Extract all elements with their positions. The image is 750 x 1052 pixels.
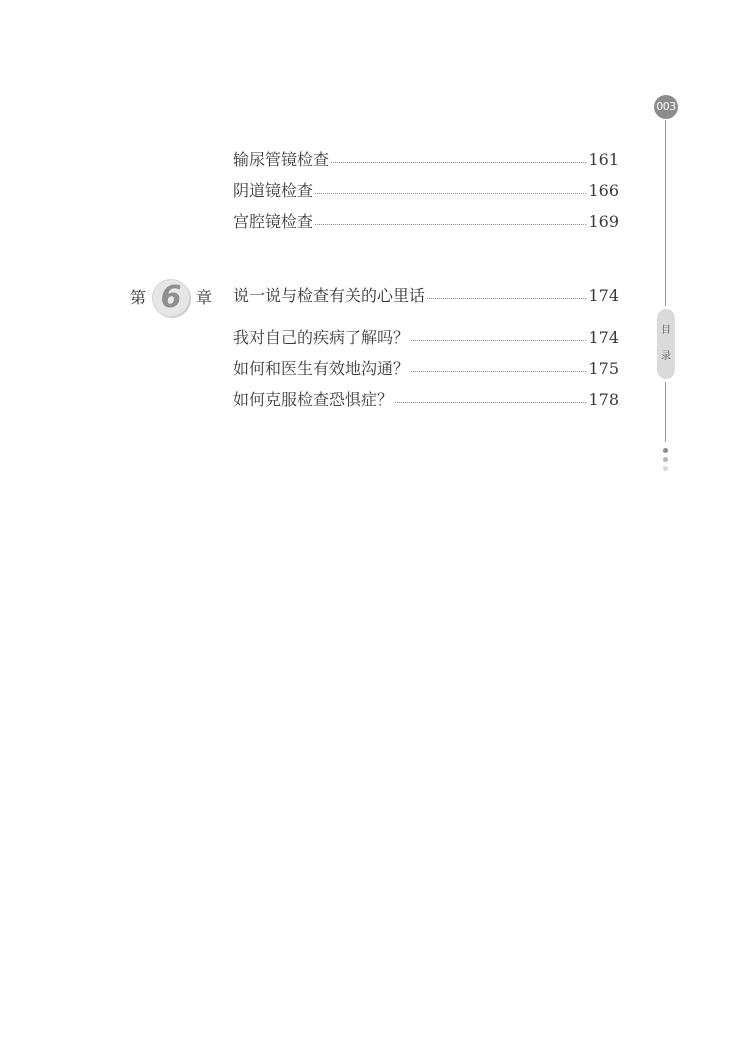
page-number-badge: 003 (654, 95, 678, 119)
toc-entry-title: 我对自己的疾病了解吗？ (233, 328, 410, 347)
chapter-suffix: 章 (196, 288, 213, 307)
decorative-dot (663, 466, 668, 471)
toc-entry-page: 175 (588, 359, 619, 378)
chapter-title: 说一说与检查有关的心里话 (233, 286, 426, 305)
toc-entry-title: 如何克服检查恐惧症？ (233, 390, 394, 409)
dot-leader (315, 224, 586, 225)
chapter-heading[interactable] (233, 285, 619, 307)
chapter-number-badge (152, 279, 190, 317)
toc-entry[interactable] (233, 211, 619, 233)
toc-entry-page: 166 (588, 181, 619, 200)
contents-tab-char: 目 (661, 325, 671, 336)
toc-entry-page: 178 (588, 390, 619, 409)
toc-entry-page: 161 (588, 150, 619, 169)
toc-entry-page: 174 (588, 328, 619, 347)
toc-entry-title: 输尿管镜检查 (233, 150, 330, 169)
dot-leader (427, 298, 586, 299)
dot-leader (315, 193, 586, 194)
contents-tab (657, 309, 675, 379)
dot-leader (411, 371, 586, 372)
toc-entry[interactable] (233, 180, 619, 202)
chapter-label (130, 278, 212, 318)
chapter-number: 6 (160, 280, 182, 315)
decorative-dot (663, 448, 668, 453)
dot-leader (395, 402, 586, 403)
sidebar-line-bottom (665, 382, 666, 442)
sidebar-line-top (665, 120, 666, 306)
toc-entry-title: 宫腔镜检查 (233, 212, 314, 231)
toc-entry[interactable] (233, 327, 619, 349)
toc-entry[interactable] (233, 149, 619, 171)
toc-entry[interactable] (233, 358, 619, 380)
toc-entry-title: 如何和医生有效地沟通？ (233, 359, 410, 378)
dot-leader (331, 162, 586, 163)
chapter-prefix: 第 (130, 288, 147, 307)
decorative-dot (663, 457, 668, 462)
dot-leader (411, 340, 586, 341)
toc-entry-page: 169 (588, 212, 619, 231)
contents-tab-char: 录 (661, 351, 671, 362)
toc-entry-title: 阴道镜检查 (233, 181, 314, 200)
chapter-page: 174 (588, 286, 619, 305)
toc-entry[interactable] (233, 389, 619, 411)
